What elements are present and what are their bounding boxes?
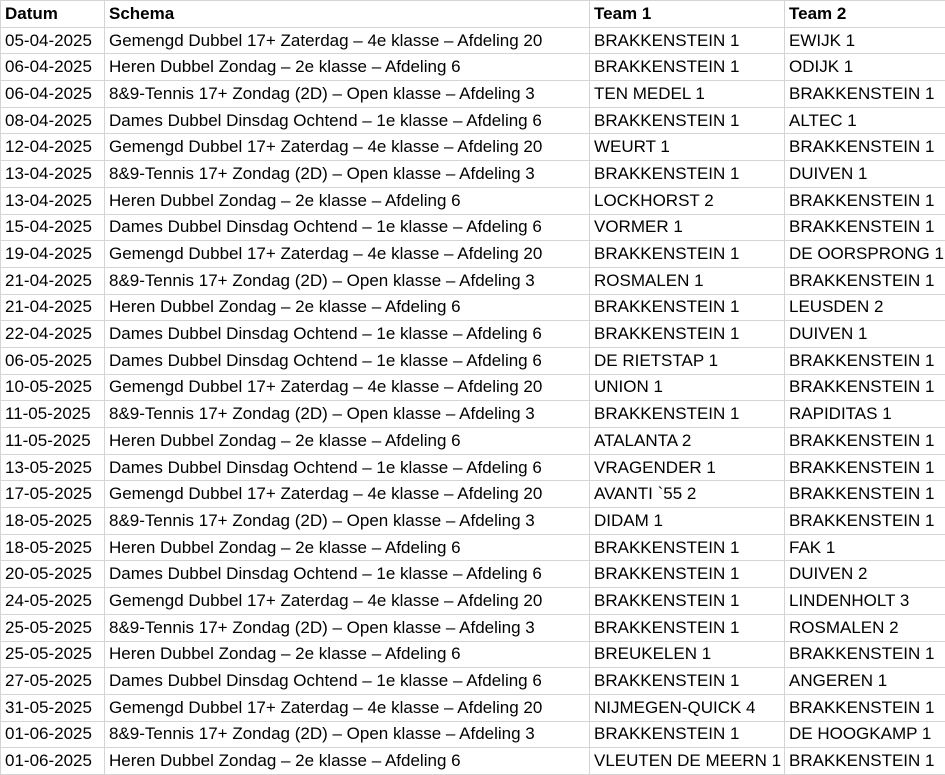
cell-schema: Heren Dubbel Zondag – 2e klasse – Afdeling 6 [105, 294, 590, 321]
cell-team-2: ROSMALEN 2 [785, 614, 945, 641]
table-row [1, 668, 945, 695]
cell-team-2: BRAKKENSTEIN 1 [785, 481, 945, 508]
cell-schema: 8&9-Tennis 17+ Zondag (2D) – Open klasse – Afdeling 3 [105, 614, 590, 641]
cell-schema: 8&9-Tennis 17+ Zondag (2D) – Open klasse – Afdeling 3 [105, 721, 590, 748]
cell-team-2: BRAKKENSTEIN 1 [785, 347, 945, 374]
cell-team-1: DIDAM 1 [590, 508, 785, 535]
table-row [1, 347, 945, 374]
table-row [1, 294, 945, 321]
cell-team-1: ATALANTA 2 [590, 428, 785, 455]
cell-team-2: ODIJK 1 [785, 54, 945, 81]
cell-datum: 19-04-2025 [1, 241, 105, 268]
header-datum: Datum [1, 1, 105, 28]
cell-team-2: ANGEREN 1 [785, 668, 945, 695]
cell-datum: 31-05-2025 [1, 694, 105, 721]
table-row [1, 374, 945, 401]
table-row [1, 27, 945, 54]
cell-datum: 24-05-2025 [1, 588, 105, 615]
cell-team-1: NIJMEGEN-QUICK 4 [590, 694, 785, 721]
cell-team-2: DUIVEN 1 [785, 321, 945, 348]
cell-datum: 17-05-2025 [1, 481, 105, 508]
cell-schema: Gemengd Dubbel 17+ Zaterdag – 4e klasse – Afdeling 20 [105, 588, 590, 615]
cell-team-1: TEN MEDEL 1 [590, 81, 785, 108]
cell-team-2: BRAKKENSTEIN 1 [785, 641, 945, 668]
cell-team-2: BRAKKENSTEIN 1 [785, 267, 945, 294]
cell-schema: 8&9-Tennis 17+ Zondag (2D) – Open klasse – Afdeling 3 [105, 81, 590, 108]
cell-team-2: BRAKKENSTEIN 1 [785, 428, 945, 455]
cell-team-1: VRAGENDER 1 [590, 454, 785, 481]
cell-schema: Dames Dubbel Dinsdag Ochtend – 1e klasse – Afdeling 6 [105, 347, 590, 374]
cell-team-2: ALTEC 1 [785, 107, 945, 134]
table-row [1, 107, 945, 134]
header-team-2: Team 2 [785, 1, 945, 28]
header-team-1: Team 1 [590, 1, 785, 28]
table-body [1, 27, 945, 774]
table-row [1, 161, 945, 188]
table-row [1, 641, 945, 668]
cell-schema: Dames Dubbel Dinsdag Ochtend – 1e klasse – Afdeling 6 [105, 454, 590, 481]
cell-team-1: BRAKKENSTEIN 1 [590, 401, 785, 428]
cell-team-2: LINDENHOLT 3 [785, 588, 945, 615]
cell-datum: 08-04-2025 [1, 107, 105, 134]
cell-schema: Dames Dubbel Dinsdag Ochtend – 1e klasse – Afdeling 6 [105, 214, 590, 241]
cell-team-2: LEUSDEN 2 [785, 294, 945, 321]
cell-datum: 12-04-2025 [1, 134, 105, 161]
cell-team-1: BRAKKENSTEIN 1 [590, 534, 785, 561]
cell-team-1: BRAKKENSTEIN 1 [590, 294, 785, 321]
cell-team-1: VORMER 1 [590, 214, 785, 241]
cell-schema: Dames Dubbel Dinsdag Ochtend – 1e klasse – Afdeling 6 [105, 561, 590, 588]
cell-datum: 13-05-2025 [1, 454, 105, 481]
cell-datum: 06-04-2025 [1, 54, 105, 81]
cell-schema: 8&9-Tennis 17+ Zondag (2D) – Open klasse – Afdeling 3 [105, 267, 590, 294]
table-row [1, 81, 945, 108]
cell-datum: 06-04-2025 [1, 81, 105, 108]
table-row [1, 508, 945, 535]
table-row [1, 321, 945, 348]
cell-datum: 18-05-2025 [1, 534, 105, 561]
cell-schema: Dames Dubbel Dinsdag Ochtend – 1e klasse – Afdeling 6 [105, 107, 590, 134]
cell-team-2: BRAKKENSTEIN 1 [785, 214, 945, 241]
table-row [1, 134, 945, 161]
cell-schema: Heren Dubbel Zondag – 2e klasse – Afdeling 6 [105, 641, 590, 668]
cell-schema: Gemengd Dubbel 17+ Zaterdag – 4e klasse – Afdeling 20 [105, 374, 590, 401]
cell-schema: Gemengd Dubbel 17+ Zaterdag – 4e klasse – Afdeling 20 [105, 694, 590, 721]
cell-datum: 25-05-2025 [1, 614, 105, 641]
cell-schema: Heren Dubbel Zondag – 2e klasse – Afdeling 6 [105, 54, 590, 81]
cell-datum: 06-05-2025 [1, 347, 105, 374]
cell-datum: 27-05-2025 [1, 668, 105, 695]
cell-team-2: BRAKKENSTEIN 1 [785, 134, 945, 161]
cell-datum: 21-04-2025 [1, 267, 105, 294]
cell-team-1: BRAKKENSTEIN 1 [590, 54, 785, 81]
cell-schema: Dames Dubbel Dinsdag Ochtend – 1e klasse – Afdeling 6 [105, 321, 590, 348]
cell-datum: 25-05-2025 [1, 641, 105, 668]
cell-schema: Gemengd Dubbel 17+ Zaterdag – 4e klasse – Afdeling 20 [105, 134, 590, 161]
cell-schema: Gemengd Dubbel 17+ Zaterdag – 4e klasse – Afdeling 20 [105, 27, 590, 54]
cell-datum: 15-04-2025 [1, 214, 105, 241]
table-row [1, 54, 945, 81]
cell-team-2: BRAKKENSTEIN 1 [785, 187, 945, 214]
cell-team-2: BRAKKENSTEIN 1 [785, 81, 945, 108]
cell-team-2: BRAKKENSTEIN 1 [785, 374, 945, 401]
cell-team-2: DE OORSPRONG 1 [785, 241, 945, 268]
cell-team-2: BRAKKENSTEIN 1 [785, 748, 945, 775]
cell-team-2: BRAKKENSTEIN 1 [785, 508, 945, 535]
cell-team-1: WEURT 1 [590, 134, 785, 161]
cell-schema: Dames Dubbel Dinsdag Ochtend – 1e klasse – Afdeling 6 [105, 668, 590, 695]
cell-team-2: BRAKKENSTEIN 1 [785, 454, 945, 481]
cell-team-2: DE HOOGKAMP 1 [785, 721, 945, 748]
cell-team-1: BRAKKENSTEIN 1 [590, 107, 785, 134]
cell-datum: 01-06-2025 [1, 748, 105, 775]
cell-schema: 8&9-Tennis 17+ Zondag (2D) – Open klasse – Afdeling 3 [105, 401, 590, 428]
cell-datum: 11-05-2025 [1, 428, 105, 455]
cell-datum: 05-04-2025 [1, 27, 105, 54]
cell-team-1: LOCKHORST 2 [590, 187, 785, 214]
cell-team-1: BRAKKENSTEIN 1 [590, 161, 785, 188]
cell-datum: 01-06-2025 [1, 721, 105, 748]
cell-datum: 21-04-2025 [1, 294, 105, 321]
cell-datum: 20-05-2025 [1, 561, 105, 588]
cell-schema: Heren Dubbel Zondag – 2e klasse – Afdeling 6 [105, 428, 590, 455]
table-row [1, 454, 945, 481]
table-row [1, 481, 945, 508]
table-row [1, 214, 945, 241]
table-row [1, 561, 945, 588]
header-schema: Schema [105, 1, 590, 28]
cell-datum: 10-05-2025 [1, 374, 105, 401]
cell-schema: 8&9-Tennis 17+ Zondag (2D) – Open klasse – Afdeling 3 [105, 161, 590, 188]
cell-schema: Gemengd Dubbel 17+ Zaterdag – 4e klasse – Afdeling 20 [105, 481, 590, 508]
table-row [1, 187, 945, 214]
cell-team-2: BRAKKENSTEIN 1 [785, 694, 945, 721]
cell-team-1: BRAKKENSTEIN 1 [590, 321, 785, 348]
cell-team-1: BRAKKENSTEIN 1 [590, 561, 785, 588]
table-row [1, 267, 945, 294]
table-row [1, 588, 945, 615]
cell-schema: Heren Dubbel Zondag – 2e klasse – Afdeling 6 [105, 748, 590, 775]
header-row [1, 1, 945, 28]
cell-schema: 8&9-Tennis 17+ Zondag (2D) – Open klasse – Afdeling 3 [105, 508, 590, 535]
table-row [1, 694, 945, 721]
cell-datum: 22-04-2025 [1, 321, 105, 348]
table-row [1, 401, 945, 428]
cell-schema: Heren Dubbel Zondag – 2e klasse – Afdeling 6 [105, 187, 590, 214]
cell-team-1: VLEUTEN DE MEERN 1 [590, 748, 785, 775]
cell-team-2: DUIVEN 1 [785, 161, 945, 188]
cell-team-1: BRAKKENSTEIN 1 [590, 27, 785, 54]
cell-datum: 11-05-2025 [1, 401, 105, 428]
cell-team-1: UNION 1 [590, 374, 785, 401]
cell-team-1: DE RIETSTAP 1 [590, 347, 785, 374]
cell-team-1: ROSMALEN 1 [590, 267, 785, 294]
cell-team-2: EWIJK 1 [785, 27, 945, 54]
cell-team-1: BRAKKENSTEIN 1 [590, 588, 785, 615]
cell-team-1: BRAKKENSTEIN 1 [590, 721, 785, 748]
cell-datum: 13-04-2025 [1, 161, 105, 188]
cell-schema: Gemengd Dubbel 17+ Zaterdag – 4e klasse – Afdeling 20 [105, 241, 590, 268]
cell-team-2: DUIVEN 2 [785, 561, 945, 588]
table-row [1, 614, 945, 641]
table-row [1, 241, 945, 268]
cell-team-1: BRAKKENSTEIN 1 [590, 668, 785, 695]
cell-team-1: AVANTI `55 2 [590, 481, 785, 508]
cell-team-1: BRAKKENSTEIN 1 [590, 241, 785, 268]
cell-team-1: BRAKKENSTEIN 1 [590, 614, 785, 641]
table-row [1, 721, 945, 748]
table-row [1, 534, 945, 561]
cell-schema: Heren Dubbel Zondag – 2e klasse – Afdeling 6 [105, 534, 590, 561]
cell-team-2: RAPIDITAS 1 [785, 401, 945, 428]
cell-datum: 13-04-2025 [1, 187, 105, 214]
table-row [1, 748, 945, 775]
cell-team-2: FAK 1 [785, 534, 945, 561]
cell-datum: 18-05-2025 [1, 508, 105, 535]
cell-team-1: BREUKELEN 1 [590, 641, 785, 668]
table-row [1, 428, 945, 455]
